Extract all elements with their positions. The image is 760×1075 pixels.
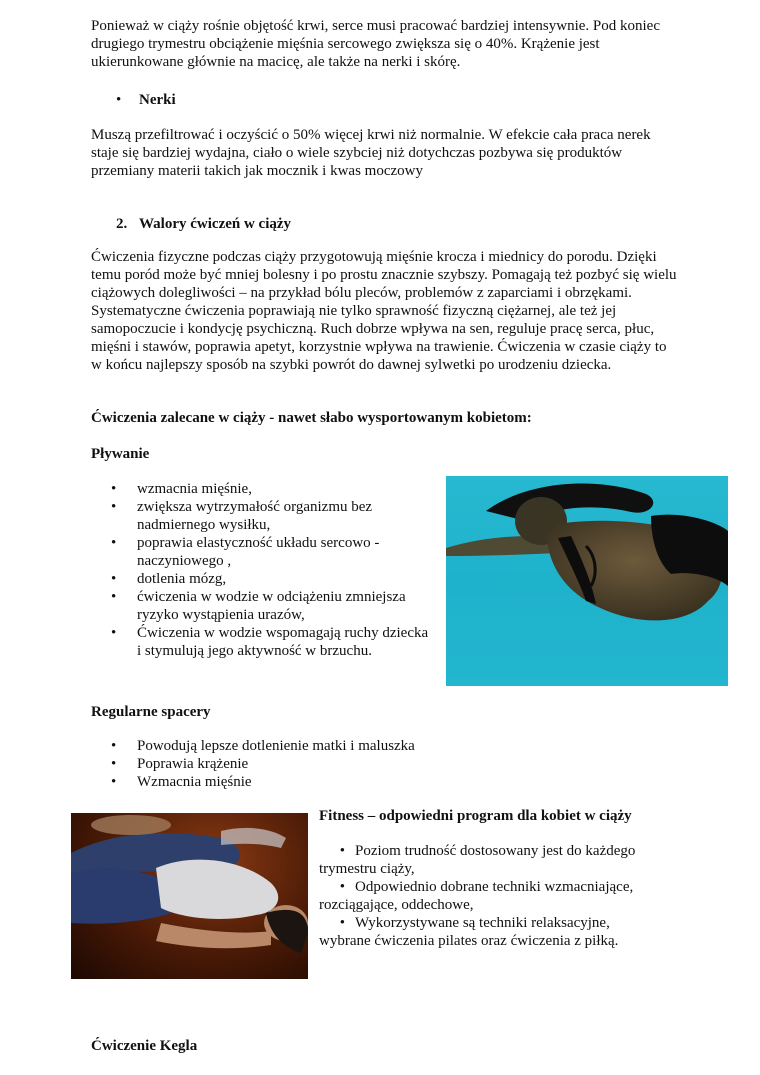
bullet-icon: •	[339, 915, 345, 931]
list-item: • wzmacnia mięśnie,	[91, 480, 436, 498]
list-item: • Wzmacnia mięśnie	[91, 773, 491, 791]
list-item: • Powodują lepsze dotlenienie matki i maluszka	[91, 737, 491, 755]
fitness-heading: Fitness – odpowiedni program dla kobiet w ciąży	[319, 808, 632, 824]
swimmer-illustration	[446, 476, 728, 686]
list-item: • ćwiczenia w wodzie w odciążeniu zmniejsza ryzyko wystąpienia urazów,	[91, 588, 436, 624]
recommended-heading: Ćwiczenia zalecane w ciąży - nawet słabo wysportowanym kobietom:	[91, 410, 532, 426]
list-item: • dotlenia mózg,	[91, 570, 436, 588]
kegel-heading: Ćwiczenie Kegla	[91, 1038, 198, 1054]
walks-heading: Regularne spacery	[91, 704, 211, 720]
section2-number: 2.	[116, 216, 128, 232]
bullet-icon: •	[339, 843, 345, 859]
list-item: • Odpowiednio dobrane techniki wzmacniające, rozciągające, oddechowe,	[319, 879, 634, 913]
list-item: • zwiększa wytrzymałość organizmu bez nadmiernego wysiłku,	[91, 498, 436, 534]
bullet-icon: •	[116, 92, 122, 108]
list-item: • Ćwiczenia w wodzie wspomagają ruchy dziecka i stymulują jego aktywność w brzuchu.	[91, 624, 436, 660]
swimming-list	[91, 480, 436, 660]
section2-heading-row	[116, 215, 291, 233]
list-item: • Poziom trudność dostosowany jest do każdego trymestru ciąży,	[319, 843, 636, 877]
swimming-pregnant-woman-image	[446, 476, 728, 686]
fitness-illustration	[71, 813, 308, 979]
swimming-heading: Pływanie	[91, 446, 150, 462]
fitness-list	[319, 842, 664, 950]
bullet-icon: •	[339, 879, 345, 895]
fitness-class-image	[71, 813, 308, 979]
section2-heading: Walory ćwiczeń w ciąży	[139, 216, 292, 232]
kidneys-paragraph: Muszą przefiltrować i oczyścić o 50% więcej krwi niż normalnie. W efekcie cała praca nerek staje się bardziej wydajna, ciało o wiele szybciej niż dotychczas pozbywa się produktów przemiany materii takich jak mocznik i kwas moczowy	[91, 127, 651, 179]
list-item: • Wykorzystywane są techniki relaksacyjne, wybrane ćwiczenia pilates oraz ćwiczenia z piłką.	[319, 915, 619, 949]
section2-paragraph: Ćwiczenia fizyczne podczas ciąży przygotowują mięśnie krocza i miednicy do porodu. Dzięki temu poród może być mniej bolesny i po prostu znacznie szybszy. Pomagają też pozbyć się wielu ciążowych dolegliwości – na przykład bólu pleców, problemów z zaparciami i obrzękami. Systematyczne ćwiczenia poprawiają nie tylko sprawność fizyczną ciężarnej, ale też jej samopoczucie i kondycję psychiczną. Ruch dobrze wpływa na sen, reguluje pracę serca, płuc, mięśni i stawów, poprawia apetyt, korzystnie wpływa na trawienie. Ćwiczenia w czasie ciąży to w końcu najlepszy sposób na szybki powrót do dawnej sylwetki po urodzeniu dziecka.	[91, 249, 677, 373]
walks-list	[91, 737, 491, 791]
kidneys-heading: Nerki	[139, 92, 176, 108]
list-item: • poprawia elastyczność układu sercowo - naczyniowego ,	[91, 534, 436, 570]
list-item: • Poprawia krążenie	[91, 755, 491, 773]
intro-paragraph: Ponieważ w ciąży rośnie objętość krwi, serce musi pracować bardziej intensywnie. Pod koniec drugiego trymestru obciążenie mięśnia sercowego zwiększa się o 40%. Krążenie jest ukierunkowane głównie na macicę, ale także na nerki i skórę.	[91, 18, 660, 70]
